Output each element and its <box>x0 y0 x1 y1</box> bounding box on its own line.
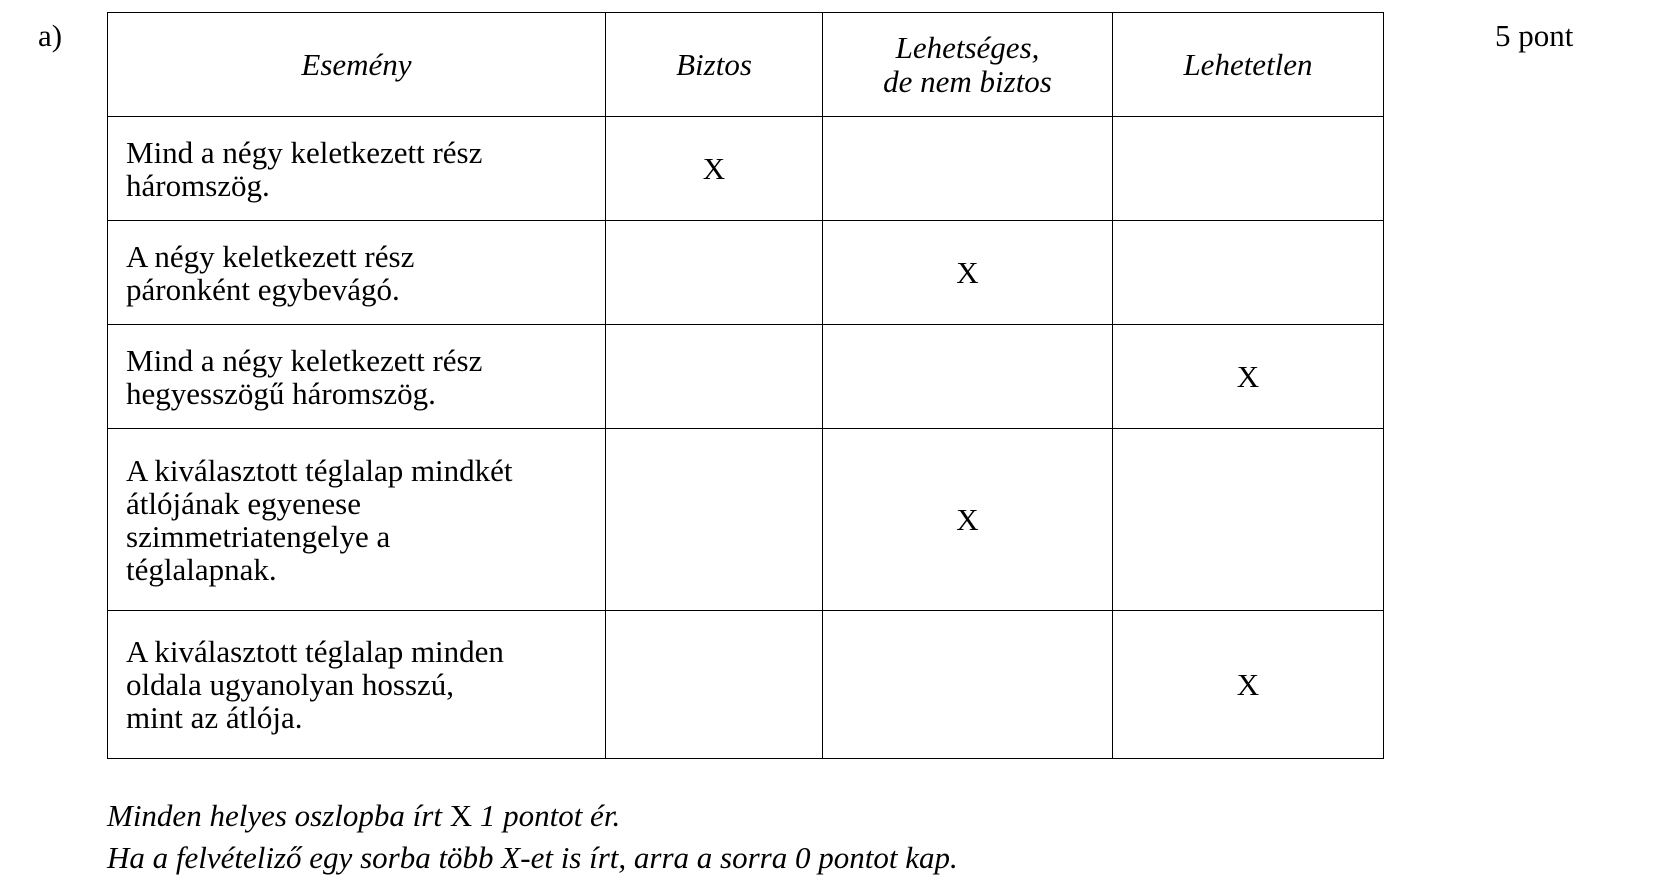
header-certain: Biztos <box>606 13 823 117</box>
certain-cell <box>606 611 823 759</box>
header-event: Esemény <box>108 13 606 117</box>
header-impossible: Lehetetlen <box>1113 13 1384 117</box>
event-table <box>107 12 1384 759</box>
scoring-note-2: Ha a felvételiző egy sorba több X-et is írt, arra a sorra 0 pontot kap. <box>107 840 958 875</box>
table-row <box>108 611 1384 759</box>
event-text-line: háromszög. <box>126 167 270 203</box>
header-possible-line1: Lehetséges, <box>895 29 1040 65</box>
event-text-line: Mind a négy keletkezett rész <box>126 342 483 378</box>
event-text-line: A kiválasztott téglalap minden <box>126 634 504 669</box>
event-cell <box>108 325 606 429</box>
event-text-line: mint az átlója. <box>126 700 303 735</box>
certain-cell: X <box>606 117 823 221</box>
event-text-line: téglalapnak. <box>126 551 277 587</box>
table-row <box>108 117 1384 221</box>
certain-cell <box>606 325 823 429</box>
event-text-line: oldala ugyanolyan hosszú, <box>126 667 455 702</box>
event-text-line: hegyesszögű háromszög. <box>126 375 436 411</box>
header-possible-line2: de nem biztos <box>883 63 1052 99</box>
possible-cell: X <box>823 221 1113 325</box>
event-cell <box>108 429 606 611</box>
header-possible <box>823 13 1113 117</box>
event-text-line: A kiválasztott téglalap mindkét <box>126 452 513 488</box>
table-row <box>108 429 1384 611</box>
note1-after: 1 pontot ér. <box>479 798 621 833</box>
possible-cell <box>823 117 1113 221</box>
table-row <box>108 325 1384 429</box>
event-text-line: páronként egybevágó. <box>126 271 400 307</box>
impossible-cell: X <box>1113 325 1384 429</box>
part-label: a) <box>38 18 63 53</box>
header-row <box>108 13 1384 117</box>
points-label: 5 pont <box>1495 18 1574 53</box>
certain-cell <box>606 429 823 611</box>
note1-before: Minden helyes oszlopba írt <box>107 798 442 833</box>
event-text-line: A négy keletkezett rész <box>126 238 415 274</box>
possible-cell <box>823 325 1113 429</box>
possible-cell <box>823 611 1113 759</box>
event-cell <box>108 221 606 325</box>
certain-cell <box>606 221 823 325</box>
event-text-line: Mind a négy keletkezett rész <box>126 134 483 170</box>
impossible-cell <box>1113 429 1384 611</box>
impossible-cell: X <box>1113 611 1384 759</box>
impossible-cell <box>1113 117 1384 221</box>
event-text-line: szimmetriatengelye a <box>126 518 391 554</box>
event-cell <box>108 611 606 759</box>
event-cell <box>108 117 606 221</box>
table-row <box>108 221 1384 325</box>
impossible-cell <box>1113 221 1384 325</box>
scoring-note-1 <box>107 796 620 836</box>
possible-cell: X <box>823 429 1113 611</box>
note1-x: X <box>449 798 473 833</box>
event-text-line: átlójának egyenese <box>126 485 361 521</box>
